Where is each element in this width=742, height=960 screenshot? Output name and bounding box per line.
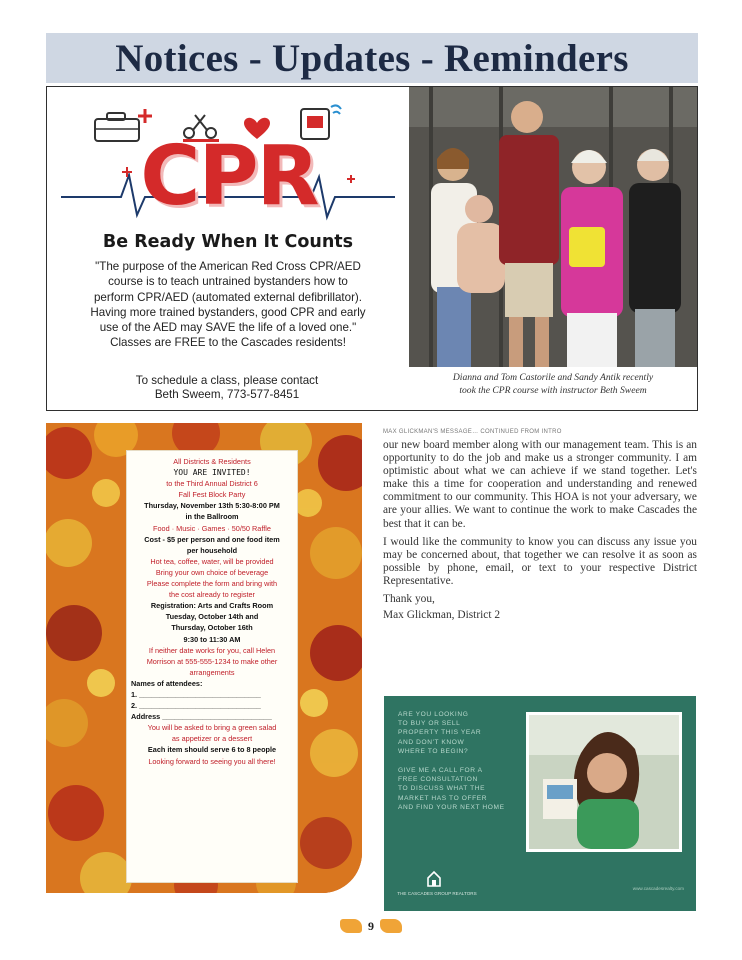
flyer-line: the cost already to register (169, 590, 255, 600)
flyer-line: All Districts & Residents (173, 457, 251, 466)
ad-body-line: FREE CONSULTATION (398, 776, 478, 784)
schedule-line: Beth Sweem, 773-577-8451 (154, 388, 300, 401)
ad-headline-line: TO BUY OR SELL (398, 720, 461, 728)
flyer-line: arrangements (189, 667, 235, 677)
flyer-line: Hot tea, coffee, water, will be provided (150, 556, 274, 566)
cpr-quote-line: "The purpose of the American Red Cross CPR/AED (95, 260, 361, 273)
ad-body-line: GIVE ME A CALL FOR A (398, 767, 483, 775)
ad-body-line: TO DISCUSS WHAT THE (398, 785, 486, 793)
realtor-photo (526, 712, 682, 852)
page-number: 9 (368, 918, 374, 933)
realtor-portrait-illustration (529, 715, 679, 849)
cpr-quote-line: course is to teach untrained bystanders how to (108, 275, 348, 289)
cpr-quote-line: perform CPR/AED (automated external defibrillator). (93, 290, 363, 304)
cpr-quote-line: Classes are FREE to the Cascades residents! (110, 336, 346, 350)
flyer-line: You will be asked to bring a green salad (147, 723, 277, 733)
continued-label: MAX GLICKMAN'S MESSAGE… CONTINUED FROM INTRO (383, 429, 562, 435)
ad-body-line: MARKET HAS TO OFFER (398, 794, 488, 802)
ad-headline-line: WHERE TO BEGIN? (398, 747, 469, 755)
cpr-tagline: Be Ready When It Counts (102, 232, 354, 252)
cpr-logo-text: CPR (140, 129, 318, 224)
page-title: Notices - Updates - Reminders (115, 36, 629, 80)
cpr-graphic (47, 87, 409, 409)
letter-signature: Max Glickman, District 2 (383, 609, 501, 622)
cpr-notice-box (46, 86, 698, 411)
flyer-line: Each item should serve 6 to 8 people (147, 745, 277, 755)
page-header (46, 33, 698, 83)
flyer-line: Morrison at 555-555-1234 to make other (146, 656, 278, 666)
flyer-content (126, 450, 298, 883)
letter-paragraph: our new board member along with our management team. This is an opportunity to do the job and make us a stronger community. I am optimistic about what we can achieve if we stand together. Let's make this a time for cooperation and understanding and renewed commitment to our community. This HOA is not your adversary, we are your allies. We want to continue the work to make Cascades the best that it can be. (383, 439, 697, 530)
cpr-class-photo (409, 87, 697, 367)
page-footer (325, 916, 417, 936)
photo-caption (409, 371, 697, 397)
cpr-quote-line: Having more trained bystanders, good CPR and early (90, 305, 366, 319)
cpr-schedule-contact (77, 374, 377, 402)
flyer-line: 2. ______________________________ (131, 701, 261, 711)
flyer-line: Tuesday, October 14th and (165, 612, 259, 622)
realty-logo-icon (398, 856, 470, 896)
flyer-line: to the Third Annual District 6 (166, 479, 258, 489)
flyer-line: in the Ballroom (185, 512, 239, 522)
letter-paragraph: I would like the community to know you can discuss any issue you may be concerned about, that together we can resolve it as soon as possible by phone, email, or text to your respective District Representative. (383, 535, 697, 587)
ad-headline-line: PROPERTY THIS YEAR (398, 729, 482, 737)
flyer-line: YOU ARE INVITED! (173, 468, 251, 478)
flyer-line: Thursday, November 13th 5:30-8:00 PM (144, 501, 280, 511)
fall-fest-flyer (46, 423, 362, 893)
ad-body-line: AND FIND YOUR NEXT HOME (398, 803, 505, 811)
realty-contact: www.cascadesrealty.com (632, 886, 684, 891)
ad-headline-line: ARE YOU LOOKING (398, 711, 469, 718)
schedule-line: To schedule a class, please contact (135, 374, 319, 387)
group-photo-illustration (409, 87, 697, 367)
flyer-line: Bring your own choice of beverage (155, 567, 269, 577)
flyer-line: 1. ______________________________ (131, 689, 261, 699)
realtor-advertisement (384, 696, 696, 911)
caption-line: Dianna and Tom Castorile and Sandy Antik recently (452, 372, 654, 383)
caption-line: took the CPR course with instructor Beth Sweem (459, 385, 647, 396)
flyer-line: Thursday, October 16th (171, 623, 253, 633)
flyer-line: If neither date works for you, call Helen (148, 645, 276, 655)
cpr-quote-line: use of the AED may SAVE the life of a loved one." (99, 321, 357, 335)
flyer-line: Address ___________________________ (131, 712, 272, 722)
flyer-line: Registration: Arts and Crafts Room (150, 601, 274, 611)
realty-logo-text: THE CASCADES GROUP REALTORS (397, 891, 477, 896)
leaf-icon (340, 919, 362, 933)
flyer-line: Please complete the form and bring with (146, 579, 278, 589)
flyer-line: Food · Music · Games · 50/50 Raffle (153, 523, 271, 533)
flyer-line: 9:30 to 11:30 AM (183, 634, 241, 644)
flyer-line: per household (186, 545, 238, 555)
flyer-line: Cost - $5 per person and one food item (144, 534, 280, 544)
cpr-description (61, 259, 395, 351)
flyer-line: Names of attendees: (131, 678, 203, 688)
president-letter (383, 429, 697, 625)
flyer-line: as appetizer or a dessert (171, 734, 253, 744)
letter-closing: Thank you, (383, 593, 435, 606)
flyer-line: Looking forward to seeing you all there! (148, 756, 276, 766)
ad-text-block (398, 710, 523, 812)
leaf-icon (380, 919, 402, 933)
ad-headline-line: AND DON'T KNOW (398, 738, 465, 746)
flyer-line: Fall Fest Block Party (178, 490, 246, 500)
